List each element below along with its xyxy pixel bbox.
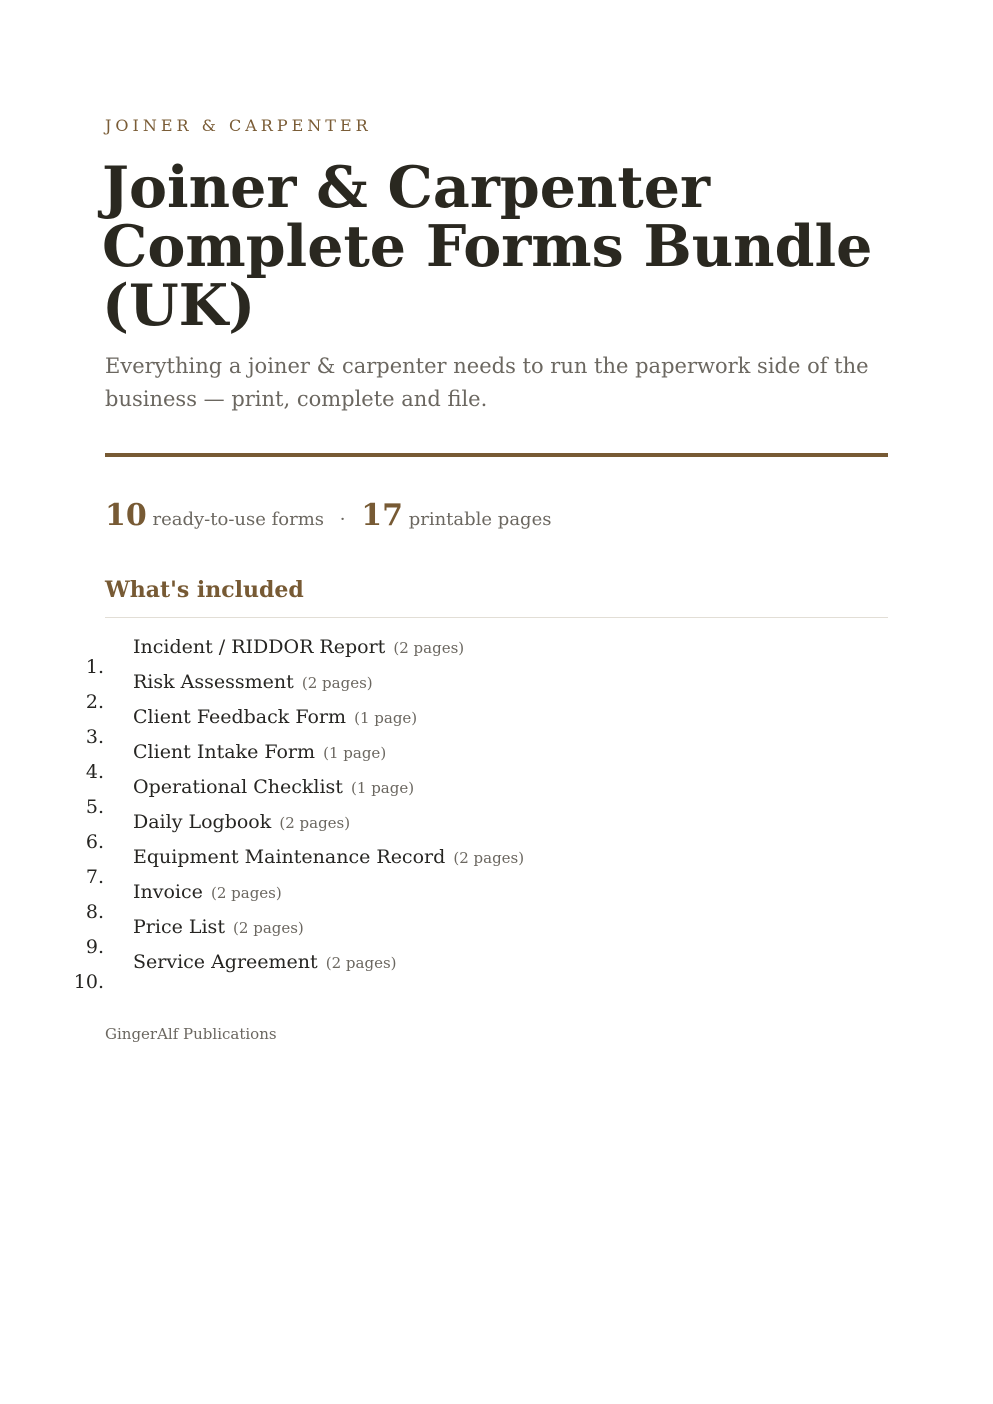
list-item-number: 1. (85, 656, 104, 678)
list-item-name: Daily Logbook (133, 811, 272, 833)
list-number-slot (85, 652, 133, 678)
list-item-name: Client Intake Form (133, 741, 316, 763)
list-item-page-count: (2 pages) (210, 884, 282, 902)
list-item-name: Incident / RIDDOR Report (133, 636, 386, 658)
list-item-name: Invoice (133, 881, 203, 903)
list-number-slot (85, 687, 133, 713)
list-item (85, 877, 524, 923)
bundle-stats (105, 498, 551, 533)
list-item-name: Risk Assessment (133, 671, 294, 693)
list-item (85, 632, 524, 678)
publisher-name: GingerAlf Publications (105, 1025, 277, 1043)
list-item-page-count: (2 pages) (301, 674, 373, 692)
list-number-slot (85, 897, 133, 923)
list-item-number: 6. (85, 831, 104, 853)
category-eyebrow: JOINER & CARPENTER (105, 116, 372, 135)
list-item-number: 10. (73, 971, 104, 993)
list-item (73, 947, 524, 993)
list-item (85, 737, 524, 783)
list-item-page-count: (2 pages) (453, 849, 525, 867)
list-item (85, 667, 524, 713)
list-number-slot (85, 932, 133, 958)
list-item-name: Operational Checklist (133, 776, 343, 798)
list-number-slot (85, 862, 133, 888)
list-item-name: Service Agreement (133, 951, 318, 973)
forms-count: 10 (105, 498, 147, 533)
forms-count-label: ready-to-use forms (152, 509, 325, 530)
list-item-page-count: (2 pages) (279, 814, 351, 832)
list-number-slot (85, 792, 133, 818)
list-item-number: 3. (85, 726, 104, 748)
pages-count-label: printable pages (408, 509, 552, 530)
header-divider (105, 453, 888, 457)
list-item-page-count: (2 pages) (325, 954, 397, 972)
list-item-name: Price List (133, 916, 225, 938)
document-subtitle: Everything a joiner & carpenter needs to run the paperwork side of the business — print, complete and file. (105, 354, 869, 411)
included-forms-list (73, 632, 525, 993)
list-item (85, 772, 524, 818)
list-item-name: Equipment Maintenance Record (133, 846, 446, 868)
list-item-number: 7. (85, 866, 104, 888)
list-item-name: Client Feedback Form (133, 706, 347, 728)
stats-separator: · (339, 509, 346, 530)
list-item-page-count: (2 pages) (393, 639, 465, 657)
list-number-slot (85, 827, 133, 853)
list-item-page-count: (1 page) (351, 779, 415, 797)
list-item-page-count: (2 pages) (233, 919, 304, 937)
list-item (85, 912, 524, 958)
list-item-number: 5. (85, 796, 104, 818)
list-number-slot (73, 967, 133, 993)
section-divider (105, 617, 888, 618)
list-number-slot (85, 757, 133, 783)
list-number-slot (85, 722, 133, 748)
list-item-number: 2. (85, 691, 104, 713)
list-item-number: 4. (85, 761, 104, 783)
list-item (85, 702, 524, 748)
document-title: Joiner & Carpenter Complete Forms Bundle (UK) (102, 154, 873, 339)
pages-count: 17 (361, 498, 403, 533)
list-item-number: 9. (85, 936, 104, 958)
included-heading: What's included (105, 577, 304, 603)
list-item-number: 8. (85, 901, 104, 923)
list-item-page-count: (1 page) (354, 709, 418, 727)
list-item-page-count: (1 page) (323, 744, 387, 762)
list-item (85, 842, 525, 888)
list-item (85, 807, 524, 853)
